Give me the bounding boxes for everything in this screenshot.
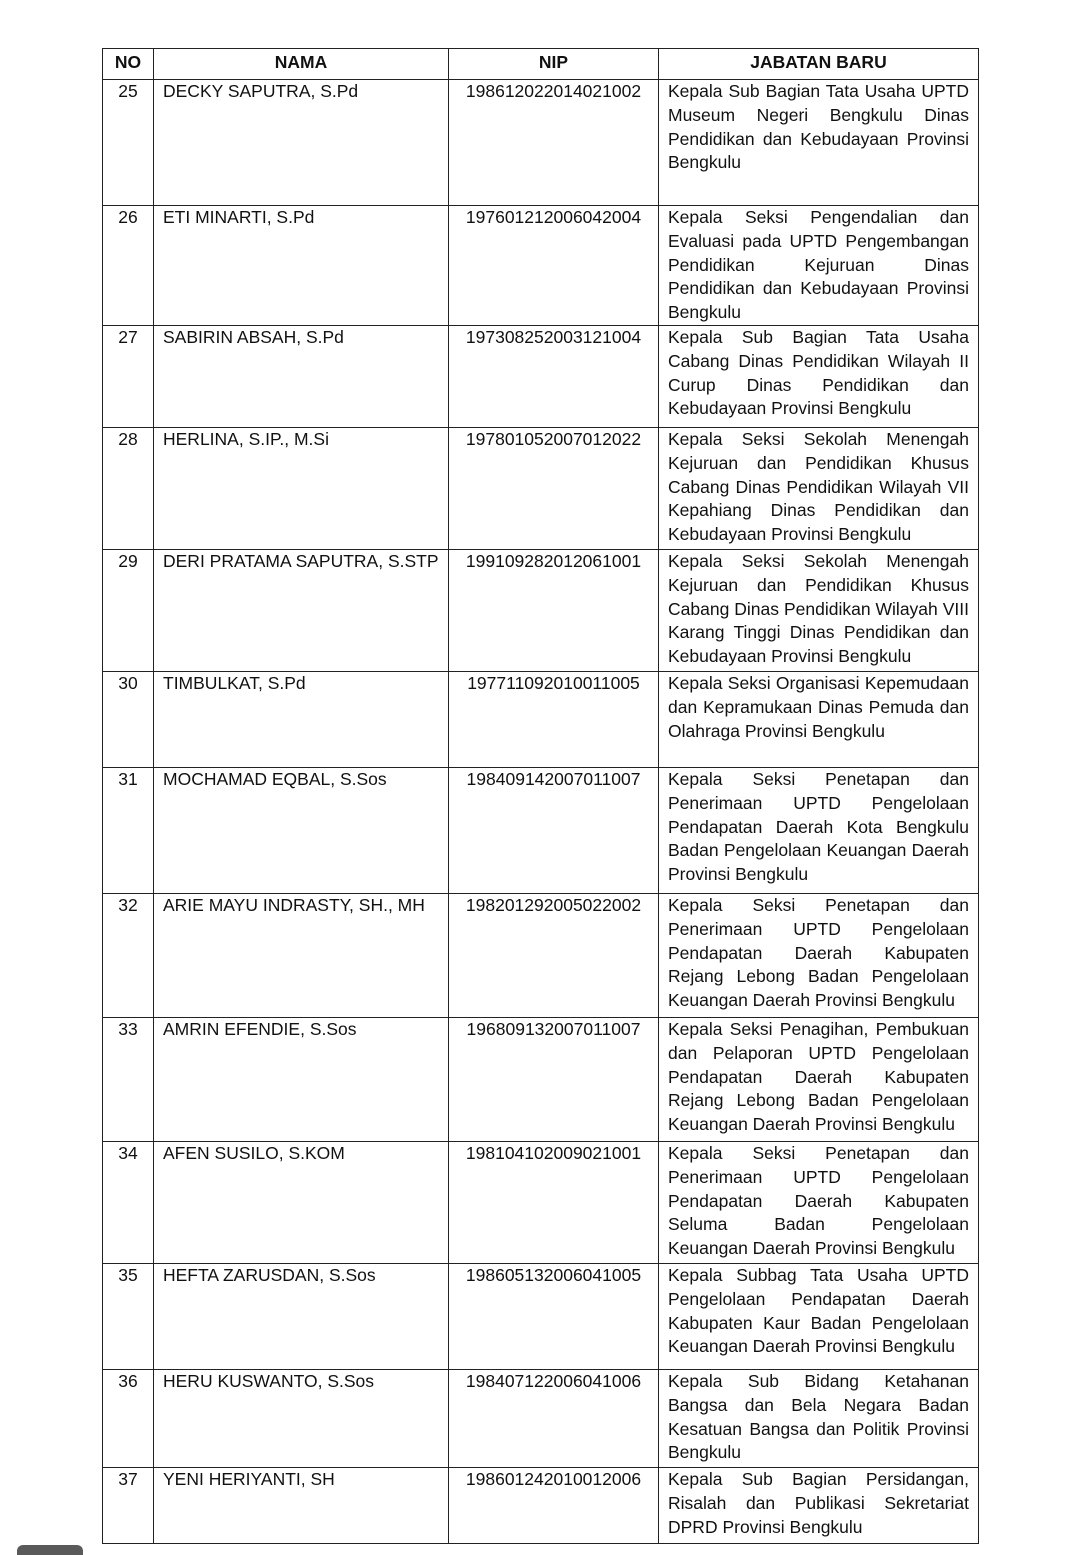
table-body (103, 80, 979, 1544)
personnel-table (102, 48, 979, 1544)
header-nama: NAMA (154, 49, 449, 80)
row-no: 27 (103, 326, 154, 428)
row-jabatan: Kepala Seksi Penetapan dan Penerimaan UPTD Pengelolaan Pendapatan Daerah Kota Bengkulu Badan Pengelolaan Keuangan Daerah Provinsi Bengkulu (659, 768, 979, 894)
header-jabatan-baru: JABATAN BARU (659, 49, 979, 80)
row-nama: AMRIN EFENDIE, S.Sos (154, 1018, 449, 1142)
table-row (103, 894, 979, 1018)
row-nama: TIMBULKAT, S.Pd (154, 672, 449, 768)
table-row (103, 428, 979, 550)
row-jabatan: Kepala Seksi Penagihan, Pembukuan dan Pelaporan UPTD Pengelolaan Pendapatan Daerah Kabupaten Rejang Lebong Badan Pengelolaan Keuangan Daerah Provinsi Bengkulu (659, 1018, 979, 1142)
table-row (103, 80, 979, 206)
table-row (103, 672, 979, 768)
row-nama: DECKY SAPUTRA, S.Pd (154, 80, 449, 206)
row-no: 34 (103, 1142, 154, 1264)
row-nama: SABIRIN ABSAH, S.Pd (154, 326, 449, 428)
table-row (103, 1468, 979, 1544)
row-no: 35 (103, 1264, 154, 1370)
row-no: 28 (103, 428, 154, 550)
table-row (103, 1142, 979, 1264)
row-no: 36 (103, 1370, 154, 1468)
row-nama: MOCHAMAD EQBAL, S.Sos (154, 768, 449, 894)
row-no: 31 (103, 768, 154, 894)
row-jabatan: Kepala Sub Bagian Tata Usaha UPTD Museum Negeri Bengkulu Dinas Pendidikan dan Kebudayaan Provinsi Bengkulu (659, 80, 979, 206)
row-nama: HEFTA ZARUSDAN, S.Sos (154, 1264, 449, 1370)
row-jabatan: Kepala Seksi Pengendalian dan Evaluasi pada UPTD Pengembangan Pendidikan Kejuruan Dinas Pendidikan dan Kebudayaan Provinsi Bengkulu (659, 206, 979, 326)
row-nip: 198104102009021001 (449, 1142, 659, 1264)
row-no: 33 (103, 1018, 154, 1142)
table-row (103, 206, 979, 326)
table-row (103, 1264, 979, 1370)
row-nip: 199109282012061001 (449, 550, 659, 672)
row-jabatan: Kepala Seksi Sekolah Menengah Kejuruan dan Pendidikan Khusus Cabang Dinas Pendidikan Wilayah VIII Karang Tinggi Dinas Pendidikan dan Kebudayaan Provinsi Bengkulu (659, 550, 979, 672)
row-jabatan: Kepala Sub Bagian Tata Usaha Cabang Dinas Pendidikan Wilayah II Curup Dinas Pendidikan dan Kebudayaan Provinsi Bengkulu (659, 326, 979, 428)
row-nip: 198201292005022002 (449, 894, 659, 1018)
row-nip: 198605132006041005 (449, 1264, 659, 1370)
row-nip: 196809132007011007 (449, 1018, 659, 1142)
row-nip: 197801052007012022 (449, 428, 659, 550)
row-no: 25 (103, 80, 154, 206)
table-row (103, 1370, 979, 1468)
row-nip: 197601212006042004 (449, 206, 659, 326)
row-nama: HERLINA, S.IP., M.Si (154, 428, 449, 550)
row-jabatan: Kepala Seksi Sekolah Menengah Kejuruan dan Pendidikan Khusus Cabang Dinas Pendidikan Wilayah VII Kepahiang Dinas Pendidikan dan Kebudayaan Provinsi Bengkulu (659, 428, 979, 550)
row-nama: AFEN SUSILO, S.KOM (154, 1142, 449, 1264)
row-nama: HERU KUSWANTO, S.Sos (154, 1370, 449, 1468)
header-nip: NIP (449, 49, 659, 80)
bottom-edge-tab (17, 1545, 83, 1555)
row-nama: ETI MINARTI, S.Pd (154, 206, 449, 326)
row-no: 30 (103, 672, 154, 768)
row-jabatan: Kepala Sub Bidang Ketahanan Bangsa dan Bela Negara Badan Kesatuan Bangsa dan Politik Provinsi Bengkulu (659, 1370, 979, 1468)
row-jabatan: Kepala Subbag Tata Usaha UPTD Pengelolaan Pendapatan Daerah Kabupaten Kaur Badan Pengelolaan Keuangan Daerah Provinsi Bengkulu (659, 1264, 979, 1370)
row-nama: DERI PRATAMA SAPUTRA, S.STP (154, 550, 449, 672)
row-jabatan: Kepala Seksi Penetapan dan Penerimaan UPTD Pengelolaan Pendapatan Daerah Kabupaten Seluma Badan Pengelolaan Keuangan Daerah Provinsi Bengkulu (659, 1142, 979, 1264)
row-no: 37 (103, 1468, 154, 1544)
row-nip: 197308252003121004 (449, 326, 659, 428)
row-jabatan: Kepala Sub Bagian Persidangan, Risalah dan Publikasi Sekretariat DPRD Provinsi Bengkulu (659, 1468, 979, 1544)
table-row (103, 550, 979, 672)
row-jabatan: Kepala Seksi Penetapan dan Penerimaan UPTD Pengelolaan Pendapatan Daerah Kabupaten Rejang Lebong Badan Pengelolaan Keuangan Daerah Provinsi Bengkulu (659, 894, 979, 1018)
table-header-row (103, 49, 979, 80)
row-no: 32 (103, 894, 154, 1018)
table-row (103, 1018, 979, 1142)
row-nip: 197711092010011005 (449, 672, 659, 768)
row-nama: ARIE MAYU INDRASTY, SH., MH (154, 894, 449, 1018)
table-row (103, 326, 979, 428)
table-row (103, 768, 979, 894)
row-nama: YENI HERIYANTI, SH (154, 1468, 449, 1544)
row-nip: 198601242010012006 (449, 1468, 659, 1544)
header-no: NO (103, 49, 154, 80)
row-nip: 198612022014021002 (449, 80, 659, 206)
row-no: 29 (103, 550, 154, 672)
row-nip: 198409142007011007 (449, 768, 659, 894)
row-jabatan: Kepala Seksi Organisasi Kepemudaan dan Kepramukaan Dinas Pemuda dan Olahraga Provinsi Bengkulu (659, 672, 979, 768)
row-no: 26 (103, 206, 154, 326)
row-nip: 198407122006041006 (449, 1370, 659, 1468)
